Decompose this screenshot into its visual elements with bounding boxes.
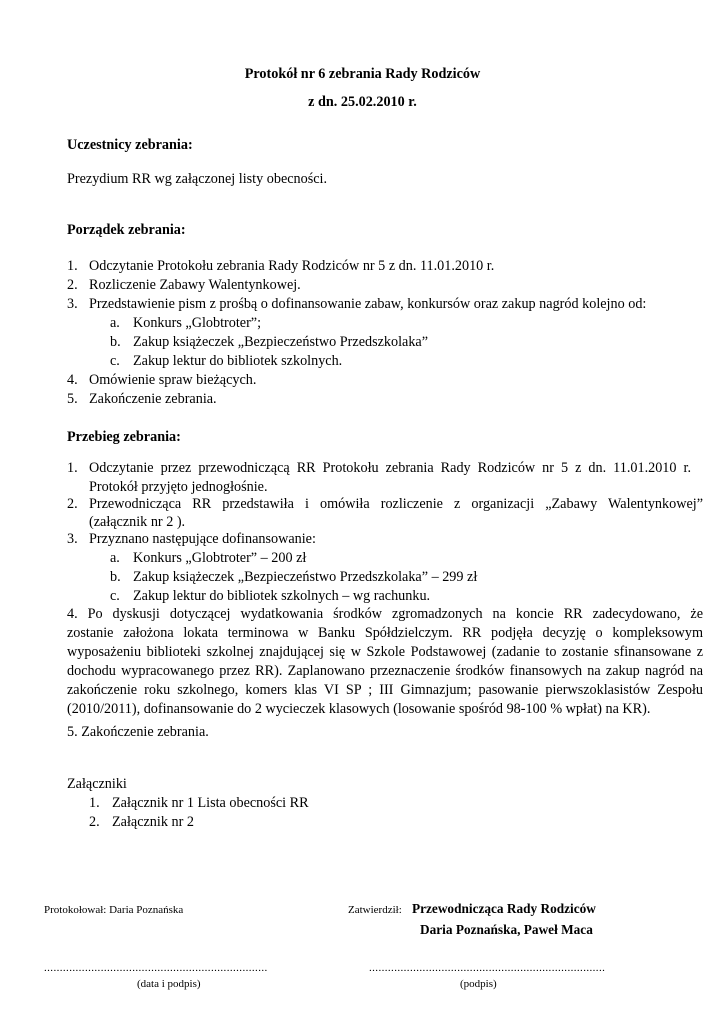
agenda-subitem-letter: c. (110, 353, 120, 369)
grant-item: Zakup lektur do bibliotek szkolnych – wg rachunku. (133, 588, 431, 604)
course-item-4-line: (2010/2011), dofinansowanie do 2 wycieczek klasowych (losowanie spośród 98-100 % wpłat) na KR). (67, 701, 651, 717)
grant-item: Konkurs „Globtroter” – 200 zł (133, 550, 307, 566)
signature-line-left: ....................................................................... (44, 962, 268, 974)
agenda-item-number: 1. (67, 258, 78, 274)
approved-title: Przewodnicząca Rady Rodziców (412, 901, 596, 916)
agenda-item: Rozliczenie Zabawy Walentynkowej. (89, 277, 301, 293)
agenda-subitem-letter: a. (110, 315, 120, 331)
document-date: z dn. 25.02.2010 r. (308, 94, 417, 110)
recorder-label: Protokołował: Daria Poznańska (44, 904, 184, 916)
agenda-item: Przedstawienie pism z prośbą o dofinansowanie zabaw, konkursów oraz zakup nagród kolejno od: (89, 296, 647, 312)
agenda-subitem: Zakup książeczek „Bezpieczeństwo Przedszkolaka” (133, 334, 429, 350)
grant-letter: b. (110, 569, 121, 585)
course-item-number: 1. (67, 460, 78, 476)
agenda-item: Zakończenie zebrania. (89, 391, 217, 407)
agenda-subitem-letter: b. (110, 334, 121, 350)
participants-text: Prezydium RR wg załączonej listy obecności. (67, 171, 328, 187)
caption-date-signature: (data i podpis) (137, 978, 201, 990)
attachment-item: Załącznik nr 2 (112, 814, 194, 830)
course-item-4-line: zostanie założona lokata terminowa w Banku Spółdzielczym. RR podjęła decyzję o kompleksowym (67, 625, 703, 641)
caption-signature: (podpis) (460, 978, 497, 990)
course-item-2-line-2: (załącznik nr 2 ). (89, 514, 186, 530)
course-item-2-line-1: Przewodnicząca RR przedstawiła i omówiła rozliczenie z organizacji „Zabawy Walentynkowej” (89, 496, 703, 512)
approved-label: Zatwierdził: (348, 904, 402, 916)
course-item-4-line: dochodu wypracowanego przez RR). Zaplanowano przeznaczenie środków finansowych na zakup nagród na (67, 663, 703, 679)
attachment-number: 2. (89, 814, 100, 830)
agenda-item-number: 4. (67, 372, 78, 388)
participants-heading: Uczestnicy zebrania: (67, 137, 193, 153)
agenda-item-number: 5. (67, 391, 78, 407)
signature-line-right: ........................................................................... (369, 962, 606, 974)
agenda-item-number: 3. (67, 296, 78, 312)
course-item-4-line: 4. Po dyskusji dotyczącej wydatkowania środków zgromadzonych na koncie RR zadecydowano, że (67, 606, 703, 622)
attachment-item: Załącznik nr 1 Lista obecności RR (112, 795, 309, 811)
document-title: Protokół nr 6 zebrania Rady Rodziców (244, 66, 481, 82)
course-item-number: 2. (67, 496, 78, 512)
course-item-1-line-1: Odczytanie przez przewodniczącą RR Protokołu zebrania Rady Rodziców nr 5 z dn. 11.01.2010 r. (89, 460, 691, 476)
course-item-5: 5. Zakończenie zebrania. (67, 724, 209, 740)
agenda-item-number: 2. (67, 277, 78, 293)
course-heading: Przebieg zebrania: (67, 429, 181, 445)
attachments-heading: Załączniki (67, 776, 127, 792)
grant-letter: a. (110, 550, 120, 566)
course-item-number: 3. (67, 531, 78, 547)
agenda-item: Odczytanie Protokołu zebrania Rady Rodziców nr 5 z dn. 11.01.2010 r. (89, 258, 495, 274)
agenda-subitem: Zakup lektur do bibliotek szkolnych. (133, 353, 343, 369)
approved-names: Daria Poznańska, Paweł Maca (420, 922, 593, 937)
agenda-heading: Porządek zebrania: (67, 222, 186, 238)
course-item-4-line: wyposażeniu biblioteki szkolnej znajdującej się w Szkole Podstawowej (zadanie to zostanie sfinansowane z (67, 644, 703, 660)
grant-item: Zakup książeczek „Bezpieczeństwo Przedszkolaka” – 299 zł (133, 569, 478, 585)
course-item-4-line: zakończenie roku szkolnego, komers klas VI SP ; III Gimnazjum; pasowanie pierwszoklasistów Zespołu (67, 682, 703, 698)
agenda-item: Omówienie spraw bieżących. (89, 372, 257, 388)
attachment-number: 1. (89, 795, 100, 811)
agenda-subitem: Konkurs „Globtroter”; (133, 315, 262, 331)
grant-letter: c. (110, 588, 120, 604)
course-item-1-line-2: Protokół przyjęto jednogłośnie. (89, 479, 268, 495)
course-item-3-text: Przyznano następujące dofinansowanie: (89, 531, 316, 547)
